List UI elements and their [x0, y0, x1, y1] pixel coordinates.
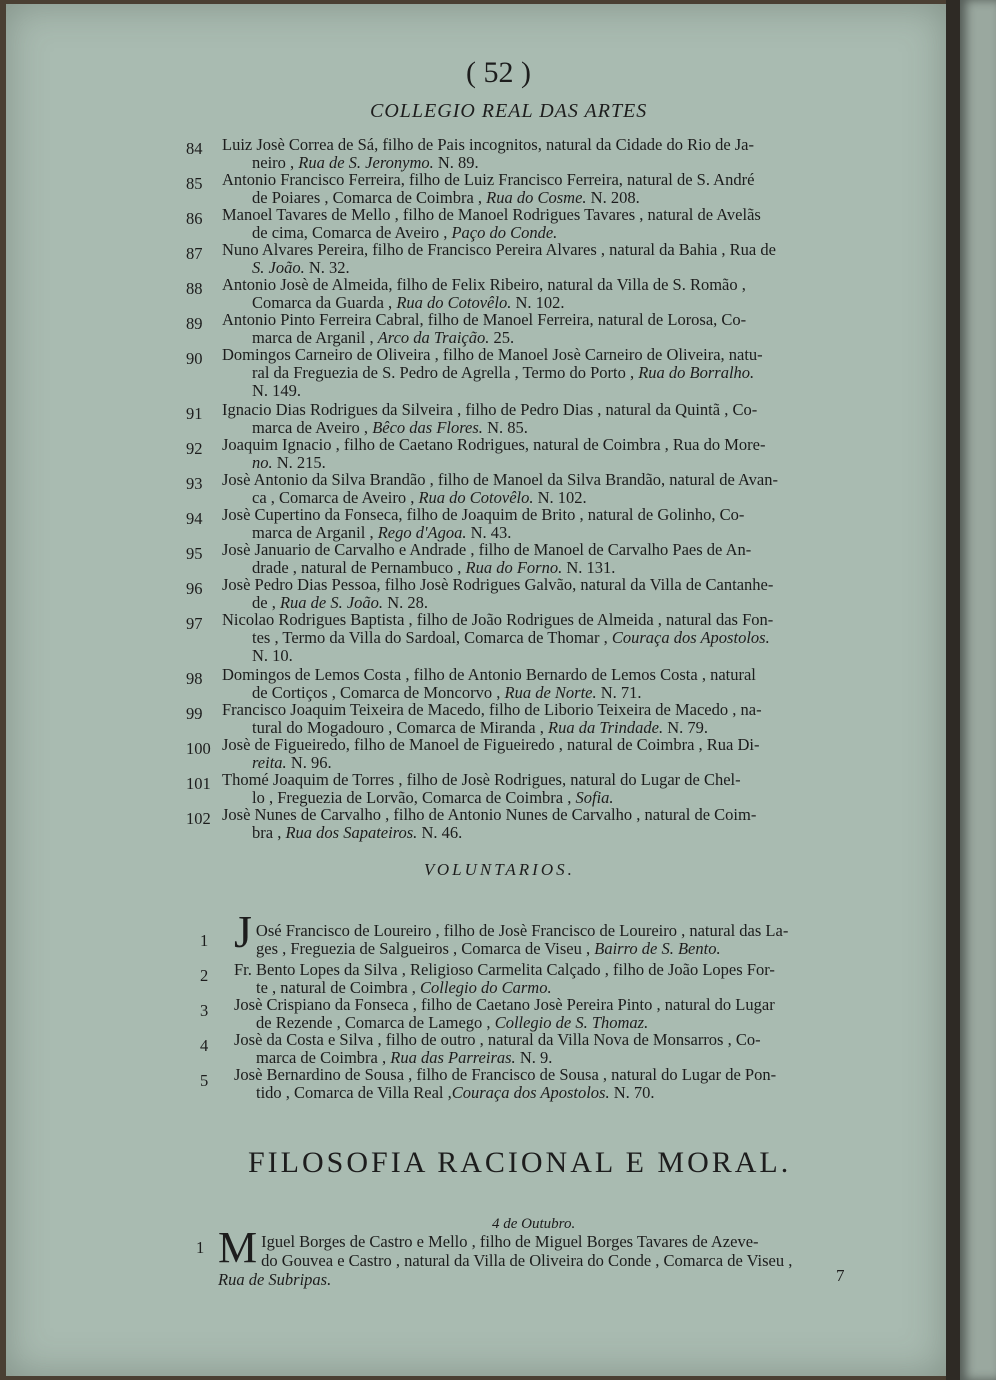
entry-address: Rego d'Agoa. [377, 523, 467, 542]
entry-line-2 [222, 824, 866, 842]
entry-address: Arco da Traição. [377, 328, 490, 347]
entry-address: Collegio de S. Thomaz. [494, 1013, 649, 1032]
entry-line-1: Antonio Pinto Ferreira Cabral, filho de Manoel Ferreira, natural de Lorosa, Co- [222, 310, 747, 329]
entry [186, 666, 866, 702]
entry-text: bra , [252, 823, 286, 842]
section-title: FILOSOFIA RACIONAL E MORAL. [248, 1146, 792, 1179]
entry-address: Couraça dos Apostolos. [611, 628, 770, 647]
entry [186, 771, 866, 807]
entry-address: Rua do Borralho. [638, 363, 755, 382]
entry-line-1: Nicolao Rodrigues Baptista , filho de João Rodrigues de Almeida , natural das Fon- [222, 610, 774, 629]
entry-line-1: Josè Bernardino de Sousa , filho de Francisco de Sousa , natural do Lugar de Pon- [234, 1065, 777, 1084]
entry-address: Bêco das Flores. [372, 418, 483, 437]
entry-text: de Poiares , Comarca de Coimbra , [252, 188, 487, 207]
entry-address: reita. [252, 753, 287, 772]
entry [186, 576, 866, 612]
entry-line-1: Domingos de Lemos Costa , filho de Antonio Bernardo de Lemos Costa , natural [222, 665, 756, 684]
entry-line-1: Thomé Joaquim de Torres , filho de Josè Rodrigues, natural do Lugar de Chel- [222, 770, 741, 789]
entry-house-number: N. 79. [663, 718, 708, 737]
page-number: ( 52 ) [466, 56, 531, 89]
entry-text: marca de Arganil , [252, 328, 378, 347]
entry-text: neiro , [252, 153, 299, 172]
signature-mark: 7 [836, 1266, 845, 1285]
entry-house-number: N. 43. [466, 523, 512, 542]
entry-address: Rua dos Sapateiros. [285, 823, 418, 842]
entry-house-number: N. 85. [482, 418, 528, 437]
entry-line-2: do Gouvea e Castro , natural da Villa de Oliveira do Conde , Comarca de Viseu , [261, 1251, 793, 1270]
entry-address: Rua do Cosme. [486, 188, 587, 207]
entry-number: 94 [186, 509, 203, 528]
entry-number: 1 [196, 1238, 205, 1257]
entry-text: de cima, Comarca de Aveiro , [252, 223, 452, 242]
entry-number: 87 [186, 244, 203, 263]
entry-address: Rua do Cotovêlo. [396, 293, 512, 312]
entry-line-1: Ignacio Dias Rodrigues da Silveira , filho de Pedro Dias , natural da Quintã , Co- [222, 400, 758, 419]
entry-house-number: N. 102. [511, 293, 565, 312]
entry-address: Rua da Trindade. [548, 718, 664, 737]
entry-text: marca de Arganil , [252, 523, 378, 542]
entry-house-number: N. 32. [304, 258, 350, 277]
entry-text: tes , Termo da Villa do Sardoal, Comarca de Thomar , [252, 628, 612, 647]
entry-line-1: Josè Nunes de Carvalho , filho de Antonio Nunes de Carvalho , natural de Coim- [222, 805, 757, 824]
entry-line-1: Fr. Bento Lopes da Silva , Religioso Carmelita Calçado , filho de João Lopes For- [234, 960, 775, 979]
entry-text: lo , Freguezia de Lorvão, Comarca de Coimbra , [252, 788, 576, 807]
entry-address: S. João. [252, 258, 305, 277]
entry-number: 99 [186, 704, 203, 723]
entry-number: 84 [186, 139, 203, 158]
voluntarios-title: VOLUNTARIOS. [424, 860, 575, 879]
entry-address: Rua de Norte. [504, 683, 597, 702]
entry-house-number: N. 131. [562, 558, 616, 577]
entry-text: ges , Freguezia de Salgueiros , Comarca de Viseu , [256, 939, 595, 958]
entry-line-3: N. 10. [252, 646, 293, 665]
entry-text: drade , natural de Pernambuco , [252, 558, 466, 577]
entry [186, 241, 866, 277]
entry-house-number: N. 71. [596, 683, 642, 702]
entry-house-number: N. 46. [417, 823, 463, 842]
entry-address: Rua do Cotovêlo. [418, 488, 534, 507]
entry-address: no. [252, 453, 273, 472]
entry-line-2 [234, 1084, 870, 1102]
entry-number: 90 [186, 349, 203, 368]
voluntario-entry [200, 1031, 870, 1067]
entry-number: 93 [186, 474, 203, 493]
entry [186, 736, 866, 772]
entry [186, 311, 866, 347]
entry [186, 471, 866, 507]
entry [186, 206, 866, 242]
entry-line-1: Josè Pedro Dias Pessoa, filho Josè Rodrigues Galvão, natural da Villa de Cantanhe- [222, 575, 774, 594]
entry-line-1: Antonio Francisco Ferreira, filho de Luiz Francisco Ferreira, natural de S. André [222, 170, 755, 189]
entry-address: Couraça dos Apostolos. [451, 1083, 610, 1102]
voluntario-entry [200, 1066, 870, 1102]
entry-text: de Rezende , Comarca de Lamego , [256, 1013, 495, 1032]
entry [186, 541, 866, 577]
entry-address: Rua das Parreiras. [390, 1048, 516, 1067]
entry-line-1: Luiz Josè Correa de Sá, filho de Pais incognitos, natural da Cidade do Rio de Ja- [222, 135, 755, 154]
entry [186, 171, 866, 207]
entry-line-2 [222, 629, 866, 647]
adjacent-page-edge [960, 0, 996, 1380]
entry-line-1: Domingos Carneiro de Oliveira , filho de Manoel Josè Carneiro de Oliveira, natu- [222, 345, 763, 364]
entry-number: 5 [200, 1071, 209, 1090]
entry-house-number: N. 9. [515, 1048, 553, 1067]
entry-line-1: Osé Francisco de Loureiro , filho de Josè Francisco de Loureiro , natural das La- [255, 921, 789, 940]
drop-cap: J [234, 906, 252, 957]
entry [186, 611, 866, 665]
entry-number: 95 [186, 544, 203, 563]
entry-house-number: N. 96. [286, 753, 332, 772]
entry [186, 436, 866, 472]
entry-house-number: N. 28. [383, 593, 428, 612]
entry-number: 100 [186, 739, 211, 758]
entry-text: te , natural de Coimbra , [256, 978, 421, 997]
entry-address: Rua do Forno. [465, 558, 563, 577]
entry-number: 88 [186, 279, 203, 298]
entry-text: tural do Mogadouro , Comarca de Miranda , [252, 718, 549, 737]
entry-text: marca de Coimbra , [256, 1048, 391, 1067]
date-line: 4 de Outubro. [492, 1216, 576, 1232]
entry-text: ca , Comarca de Aveiro , [252, 488, 419, 507]
entry-number: 92 [186, 439, 203, 458]
entry-line-1: Josè de Figueiredo, filho de Manoel de Figueiredo , natural de Coimbra , Rua Di- [222, 735, 760, 754]
entry-line-1: Josè Antonio da Silva Brandão , filho de Manoel da Silva Brandão, natural de Avan- [222, 470, 778, 489]
entry-line-2 [234, 940, 870, 958]
entry-address: Rua de Subripas. [218, 1270, 332, 1289]
drop-cap: M [218, 1223, 258, 1272]
entry-line-2 [222, 364, 866, 382]
entry-line-1: Josè Cupertino da Fonseca, filho de Joaquim de Brito , natural de Golinho, Co- [222, 505, 745, 524]
entry-house-number: N. 208. [586, 188, 640, 207]
entry-number: 91 [186, 404, 203, 423]
entry-line-1: Antonio Josè de Almeida, filho de Felix Ribeiro, natural da Villa de S. Romão , [222, 275, 746, 294]
page-heading: COLLEGIO REAL DAS ARTES [370, 100, 648, 122]
entry-number: 86 [186, 209, 203, 228]
entry-line-1: Nuno Alvares Pereira, filho de Francisco Pereira Alvares , natural da Bahia , Rua de [222, 240, 776, 259]
entry-house-number: 25. [489, 328, 515, 347]
entry-number: 96 [186, 579, 203, 598]
voluntario-entry [200, 906, 870, 958]
entry-text: de Cortiços , Comarca de Moncorvo , [252, 683, 505, 702]
entry-number: 85 [186, 174, 203, 193]
entry [186, 346, 866, 400]
entry-line-1: Manoel Tavares de Mello , filho de Manoel Rodrigues Tavares , natural de Avelãs [222, 205, 761, 224]
entry-number: 1 [200, 931, 209, 950]
entry-line-3: N. 149. [252, 381, 302, 400]
entry-house-number: N. 70. [609, 1083, 655, 1102]
entry-line-1: Joaquim Ignacio , filho de Caetano Rodrigues, natural de Coimbra , Rua do More- [222, 435, 766, 454]
entry-line-1: Iguel Borges de Castro e Mello , filho de Miguel Borges Tavares de Azeve- [261, 1232, 759, 1251]
entry-number: 89 [186, 314, 203, 333]
entry-address: Paço do Conde. [451, 223, 558, 242]
entry-number: 97 [186, 614, 203, 633]
entry-address: Sofia. [575, 788, 614, 807]
entry-number: 101 [186, 774, 211, 793]
entry-text: de , [252, 593, 280, 612]
entry-line-1: Josè Januario de Carvalho e Andrade , filho de Manoel de Carvalho Paes de An- [222, 540, 752, 559]
entry-house-number: N. 89. [433, 153, 479, 172]
entry [186, 276, 866, 312]
entry-text: tido , Comarca de Villa Real , [256, 1083, 452, 1102]
entry-number: 4 [200, 1036, 209, 1055]
entry-address: Rua de S. Jeronymo. [298, 153, 434, 172]
entry [186, 701, 866, 737]
entry-line-1: Josè Crispiano da Fonseca , filho de Caetano Josè Pereira Pinto , natural do Lugar [234, 995, 775, 1014]
entry-number: 98 [186, 669, 203, 688]
voluntario-entry [200, 996, 870, 1032]
entry-address: Collegio do Carmo. [420, 978, 552, 997]
entry-house-number: N. 215. [272, 453, 326, 472]
entry [186, 401, 866, 437]
entry [186, 806, 866, 842]
entry-number: 3 [200, 1001, 209, 1020]
entry [186, 506, 866, 542]
entry-address: Rua de S. João. [279, 593, 384, 612]
entry-address: Bairro de S. Bento. [594, 939, 721, 958]
entry-text: marca de Aveiro , [252, 418, 373, 437]
voluntario-entry [200, 961, 870, 997]
entry-line-1: Francisco Joaquim Teixeira de Macedo, filho de Liborio Teixeira de Macedo , na- [222, 700, 762, 719]
entry-number: 2 [200, 966, 209, 985]
entry-house-number: N. 102. [533, 488, 587, 507]
book-spine [946, 0, 960, 1380]
entry-text: ral da Freguezia de S. Pedro de Agrella , Termo do Porto , [252, 363, 639, 382]
entry [186, 136, 866, 172]
entry-number: 102 [186, 809, 211, 828]
entry-line-1: Josè da Costa e Silva , filho de outro , natural da Villa Nova de Monsarros , Co- [234, 1030, 761, 1049]
entry-text: Comarca da Guarda , [252, 293, 397, 312]
